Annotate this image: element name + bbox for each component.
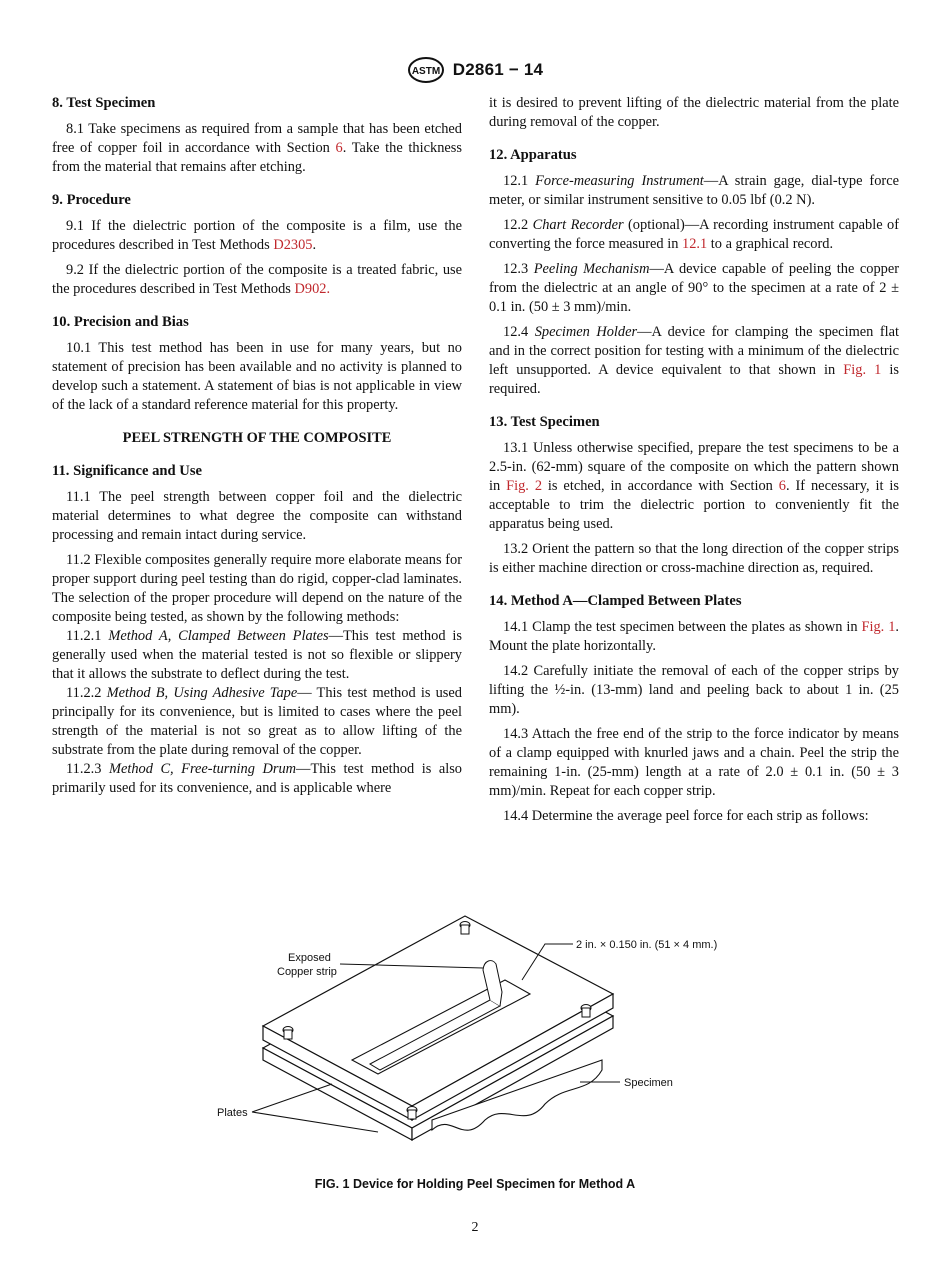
figure-caption: FIG. 1 Device for Holding Peel Specimen for Method A	[314, 1177, 636, 1191]
paragraph-12-1: 12.1 Force-measuring Instrument—A strain gage, dial-type force meter, or similar instrument sensitive to 0.05 lbf (0.2 N).	[489, 173, 899, 208]
section-11-title: 11. Significance and Use	[52, 463, 203, 479]
section-13-title: 13. Test Specimen	[489, 414, 600, 430]
paragraph-13-1: 13.1 Unless otherwise specified, prepare the test specimens to be a 2.5-in. (62-mm) square of the composite on which the pattern shown in Fig. 2 is etched, in accordance with Section 6. If necessary, it is acceptable to trim the dielectric portion to conveniently fit the apparatus being used.	[489, 440, 899, 532]
paragraph-8-1: 8.1 Take specimens as required from a sample that has been etched free of copper foil in accordance with Section 6. Take the thickness from the material that remains after etching.	[52, 121, 462, 175]
section-14-title: 14. Method A—Clamped Between Plates	[489, 593, 742, 609]
fig-1-link-2[interactable]: Fig. 1	[861, 619, 896, 635]
screw-shaft	[582, 1008, 590, 1017]
fig-1-link[interactable]: Fig. 1	[843, 362, 882, 378]
label-copper-strip: Copper strip	[277, 966, 337, 978]
d902-link[interactable]: D902.	[294, 281, 331, 297]
label-specimen: Specimen	[624, 1077, 673, 1089]
paragraph-11-2-3: 11.2.3 Method C, Free-turning Drum—This test method is also primarily used for its convenience, and is applicable where	[52, 761, 462, 796]
section-9-title: 9. Procedure	[52, 192, 131, 208]
paragraph-12-3: 12.3 Peeling Mechanism—A device capable of peeling the copper from the dielectric at an angle of 90° to the specimen at a rate of 2 ± 0.1 in. (50 ± 3 mm)/min.	[489, 261, 900, 315]
paragraph-14-2: 14.2 Carefully initiate the removal of each of the copper strips by lifting the ½-in. (13-mm) land and peeling back to about 1 in. (25 mm).	[489, 663, 899, 717]
astm-logo-text: ASTM	[411, 66, 440, 77]
screw-shaft	[284, 1030, 292, 1039]
label-dimension: 2 in. × 0.150 in. (51 × 4 mm.)	[576, 939, 718, 951]
paragraph-11-2-1: 11.2.1 Method A, Clamped Between Plates—This test method is generally used when the material tested is not so flexible or slippery that it allows the substrate to deflect during the test.	[52, 628, 462, 682]
paragraph-12-2: 12.2 Chart Recorder (optional)—A recording instrument capable of converting the force measured in 12.1 to a graphical record.	[489, 217, 900, 252]
paragraph-11-1: 11.1 The peel strength between copper foil and the dielectric material determines to what degree the composite can withstand processing and remain intact during service.	[52, 489, 462, 543]
section-10-title: 10. Precision and Bias	[52, 314, 189, 330]
paragraph-9-1: 9.1 If the dielectric portion of the composite is a film, use the procedures described in Test Methods D2305.	[52, 218, 462, 253]
fig-2-link[interactable]: Fig. 2	[506, 478, 543, 494]
label-plates: Plates	[217, 1107, 248, 1119]
page-number: 2	[471, 1220, 479, 1235]
section-8-title: 8. Test Specimen	[52, 95, 156, 111]
paragraph-11-2: 11.2 Flexible composites generally require more elaborate means for proper support during peel testing than do rigid, copper-clad laminates. The selection of the proper procedure will depend on the nature of the composite being tested, as shown by the following methods:	[52, 552, 462, 625]
paragraph-11-2-3-continued: it is desired to prevent lifting of the dielectric material from the plate during removal of the copper.	[489, 95, 899, 130]
paragraph-13-2: 13.2 Orient the pattern so that the long direction of the copper strips is either machine direction or cross-machine direction as, required.	[489, 541, 899, 576]
section-6-link[interactable]: 6	[335, 140, 343, 156]
document-id: D2861 − 14	[452, 60, 544, 79]
section-12-title: 12. Apparatus	[489, 147, 577, 163]
right-column	[489, 94, 899, 832]
paragraph-9-2: 9.2 If the dielectric portion of the composite is a treated fabric, use the procedures described in Test Methods D902.	[52, 262, 462, 297]
paragraph-11-2-2: 11.2.2 Method B, Using Adhesive Tape— This test method is used principally for its convenience, but is limited to cases where the peel strength of the material is not so great as to allow lifting of the substrate from the plate during removal of the copper.	[52, 685, 462, 758]
paragraph-14-1: 14.1 Clamp the test specimen between the plates as shown in Fig. 1. Mount the plate horizontally.	[489, 619, 900, 654]
left-column	[52, 94, 462, 798]
paragraph-12-4: 12.4 Specimen Holder—A device for clamping the specimen flat and in the correct position for testing with a minimum of the dielectric left unsupported. A device equivalent to that shown in Fig. 1 is required.	[489, 324, 900, 397]
screw-shaft	[408, 1110, 416, 1119]
page-header	[0, 56, 950, 84]
label-exposed: Exposed	[288, 952, 331, 964]
paragraph-10-1: 10.1 This test method has been in use for many years, but no statement of precision has been available and no activity is planned to develop such a statement. A statement of bias is not applicable in view of the lack of a standard reference material for this property.	[52, 340, 462, 413]
figure-1-diagram	[200, 908, 750, 1178]
paragraph-14-4: 14.4 Determine the average peel force for each strip as follows:	[503, 808, 869, 824]
section-6-link-2[interactable]: 6	[778, 478, 786, 494]
section-12-1-link[interactable]: 12.1	[682, 236, 708, 252]
astm-logo-icon	[407, 56, 445, 84]
screw-shaft	[461, 925, 469, 934]
d2305-link[interactable]: D2305	[273, 237, 313, 253]
paragraph-14-3: 14.3 Attach the free end of the strip to the force indicator by means of a clamp equipped with knurled jaws and a chain. Peel the strip the remaining 1-in. (25-mm) length at a rate of 2.0 ± 0.1 in. (50 ± 3 mm)/min. Repeat for each copper strip.	[489, 726, 899, 799]
peel-strength-heading: PEEL STRENGTH OF THE COMPOSITE	[122, 430, 392, 446]
